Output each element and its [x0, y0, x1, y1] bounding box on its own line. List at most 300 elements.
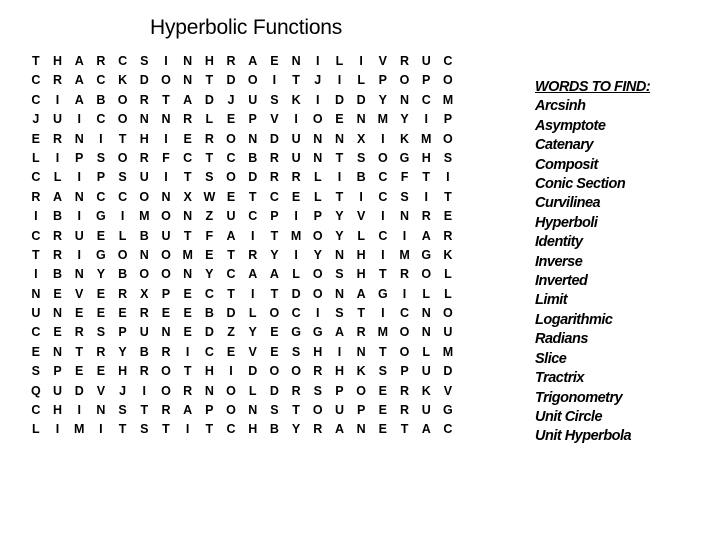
grid-letter: L [53, 170, 62, 185]
grid-letter: P [443, 112, 453, 127]
grid-letter: O [269, 306, 280, 321]
grid-letter: S [335, 267, 344, 282]
grid-row [25, 168, 459, 187]
grid-letter: A [74, 92, 84, 107]
grid-letter: Y [96, 267, 106, 282]
grid-letter: I [99, 131, 103, 146]
grid-letter: C [248, 209, 258, 224]
grid-letter: S [270, 92, 279, 107]
grid-row [25, 343, 459, 362]
grid-letter: R [400, 383, 410, 398]
grid-letter: U [421, 364, 431, 379]
grid-letter: I [359, 189, 363, 204]
grid-letter: C [226, 422, 236, 437]
grid-letter: N [421, 306, 431, 321]
grid-letter: E [183, 286, 192, 301]
grid-letter: E [75, 306, 84, 321]
grid-letter: U [161, 228, 171, 243]
grid-letter: L [248, 383, 257, 398]
grid-letter: B [139, 344, 149, 359]
grid-row [25, 246, 459, 265]
grid-letter: N [161, 112, 171, 127]
grid-letter: L [205, 112, 214, 127]
grid-letter: S [313, 383, 322, 398]
grid-letter: C [443, 422, 453, 437]
grid-letter: M [182, 247, 193, 262]
grid-letter: C [31, 170, 41, 185]
word-list-item: Catenary [535, 137, 594, 154]
grid-row [25, 130, 459, 149]
grid-letter: T [270, 228, 279, 243]
grid-letter: V [356, 209, 366, 224]
grid-letter: I [250, 228, 255, 243]
grid-row [25, 227, 459, 246]
word-list-item: Inverted [535, 273, 588, 290]
grid-letter: N [74, 131, 84, 146]
grid-letter: C [443, 54, 453, 68]
grid-letter: P [356, 403, 366, 418]
grid-letter: O [161, 247, 171, 262]
grid-letter: H [118, 364, 128, 379]
grid-letter: R [291, 170, 301, 185]
grid-letter: S [443, 150, 453, 165]
grid-letter: Y [291, 422, 301, 437]
grid-letter: I [77, 112, 81, 127]
grid-letter: U [139, 325, 149, 340]
grid-letter: I [34, 267, 38, 282]
grid-letter: E [96, 364, 106, 379]
grid-letter: C [378, 170, 388, 185]
grid-letter: O [399, 325, 410, 340]
grid-letter: M [421, 131, 432, 146]
grid-letter: O [226, 383, 236, 398]
grid-letter: N [356, 344, 366, 359]
grid-letter: H [421, 150, 431, 165]
word-list-item: Radians [535, 331, 588, 348]
grid-letter: P [313, 209, 322, 224]
grid-letter: P [335, 383, 344, 398]
grid-letter: I [77, 170, 81, 185]
word-list-item: Logarithmic [535, 311, 613, 328]
grid-letter: L [313, 170, 322, 185]
grid-letter: V [96, 383, 106, 398]
grid-letter: O [443, 306, 453, 321]
grid-letter: D [248, 170, 258, 185]
grid-letter: H [204, 54, 214, 68]
grid-letter: H [53, 54, 63, 68]
grid-letter: C [31, 325, 41, 340]
grid-letter: R [356, 325, 366, 340]
grid-letter: S [31, 364, 41, 379]
grid-letter: P [270, 209, 279, 224]
grid-letter: M [399, 247, 410, 262]
grid-letter: C [378, 189, 388, 204]
grid-row [25, 401, 459, 420]
grid-letter: K [400, 131, 410, 146]
grid-letter: R [226, 54, 236, 68]
page-title: Hyperbolic Functions [150, 16, 343, 39]
grid-letter: E [291, 189, 301, 204]
grid-letter: C [31, 403, 41, 418]
grid-letter: U [291, 150, 301, 165]
grid-letter: N [248, 131, 258, 146]
grid-letter: O [117, 92, 128, 107]
grid-letter: R [139, 306, 149, 321]
grid-letter: C [183, 150, 193, 165]
grid-letter: P [248, 112, 257, 127]
grid-letter: L [422, 344, 431, 359]
grid-letter: O [161, 383, 171, 398]
grid-letter: I [55, 422, 60, 437]
grid-letter: N [204, 383, 214, 398]
grid-letter: Q [30, 383, 41, 398]
grid-letter: A [356, 286, 366, 301]
grid-letter: E [270, 325, 279, 340]
grid-letter: H [334, 364, 344, 379]
grid-letter: Y [335, 228, 344, 243]
grid-letter: J [119, 383, 127, 398]
grid-letter: N [400, 209, 410, 224]
grid-letter: I [402, 286, 407, 301]
grid-letter: P [161, 286, 171, 301]
grid-letter: U [443, 325, 453, 340]
grid-letter: O [312, 267, 323, 282]
grid-letter: N [334, 247, 344, 262]
grid-letter: E [96, 228, 106, 243]
grid-letter: F [162, 150, 170, 165]
grid-letter: I [337, 73, 342, 88]
grid-row [25, 110, 459, 129]
grid-letter: R [53, 247, 63, 262]
grid-letter: I [250, 286, 255, 301]
grid-letter: O [117, 247, 128, 262]
grid-letter: I [294, 247, 298, 262]
grid-letter: M [377, 112, 389, 127]
grid-letter: P [378, 73, 388, 88]
grid-letter: R [53, 131, 63, 146]
grid-letter: A [248, 267, 258, 282]
grid-letter: E [335, 112, 344, 127]
grid-letter: T [400, 422, 409, 437]
grid-letter: E [378, 403, 388, 418]
grid-letter: R [53, 228, 63, 243]
grid-letter: D [334, 92, 344, 107]
word-list-item: Curvilinea [535, 195, 601, 212]
grid-letter: U [226, 209, 236, 224]
grid-letter: T [205, 73, 214, 88]
grid-letter: S [356, 150, 366, 165]
grid-letter: R [183, 383, 193, 398]
grid-letter: A [74, 54, 84, 68]
grid-letter: C [96, 189, 106, 204]
grid-letter: K [443, 247, 453, 262]
grid-letter: A [421, 422, 431, 437]
grid-row [25, 91, 459, 110]
grid-letter: L [422, 286, 431, 301]
grid-letter: I [142, 383, 147, 398]
grid-letter: N [53, 306, 63, 321]
grid-row [25, 71, 459, 90]
grid-letter: I [316, 54, 320, 68]
grid-letter: Y [378, 92, 388, 107]
grid-letter: C [31, 228, 41, 243]
grid-letter: J [32, 112, 40, 127]
grid-letter: T [32, 54, 40, 68]
grid-letter: R [400, 403, 410, 418]
grid-letter: N [31, 286, 41, 301]
grid-letter: A [269, 267, 279, 282]
grid-letter: P [205, 403, 214, 418]
grid-letter: E [118, 306, 127, 321]
grid-letter: C [31, 92, 41, 107]
grid-letter: V [75, 286, 84, 301]
grid-letter: R [248, 247, 258, 262]
grid-letter: N [183, 267, 193, 282]
grid-row [25, 188, 459, 207]
grid-row [25, 149, 459, 168]
grid-letter: T [32, 247, 40, 262]
grid-letter: D [356, 92, 366, 107]
grid-letter: H [204, 364, 214, 379]
grid-letter: R [139, 92, 149, 107]
grid-letter: O [117, 112, 128, 127]
grid-letter: O [226, 403, 236, 418]
grid-letter: S [96, 325, 106, 340]
grid-row [25, 304, 459, 323]
grid-letter: T [75, 344, 84, 359]
grid-row [25, 420, 459, 439]
grid-letter: K [118, 73, 128, 88]
grid-letter: S [96, 150, 106, 165]
grid-letter: B [269, 422, 279, 437]
grid-letter: U [421, 403, 431, 418]
grid-letter: K [291, 92, 301, 107]
grid-row [25, 207, 459, 226]
grid-letter: G [96, 247, 106, 262]
grid-letter: N [334, 286, 344, 301]
grid-letter: N [248, 403, 258, 418]
grid-letter: L [118, 228, 127, 243]
grid-letter: T [292, 403, 300, 418]
grid-letter: N [334, 131, 344, 146]
grid-letter: J [314, 73, 322, 88]
grid-letter: I [77, 209, 81, 224]
grid-letter: N [161, 325, 171, 340]
word-list-item: Identity [535, 234, 583, 251]
grid-letter: I [337, 344, 342, 359]
grid-letter: E [270, 344, 279, 359]
grid-letter: L [32, 422, 40, 437]
word-list-item: Unit Circle [535, 408, 603, 425]
grid-letter: O [377, 150, 388, 165]
grid-letter: G [443, 403, 453, 418]
grid-letter: V [443, 383, 453, 398]
grid-letter: U [31, 306, 41, 321]
grid-letter: S [270, 403, 279, 418]
grid-letter: N [161, 189, 171, 204]
grid-letter: S [400, 189, 409, 204]
grid-letter: B [356, 170, 366, 185]
grid-letter: G [399, 150, 410, 165]
grid-letter: O [443, 131, 453, 146]
grid-letter: N [53, 344, 63, 359]
grid-letter: R [96, 54, 106, 68]
word-list-item: Slice [535, 350, 567, 367]
grid-letter: I [381, 209, 385, 224]
grid-letter: B [118, 267, 128, 282]
word-list-item: Tractrix [535, 370, 584, 387]
grid-letter: R [31, 189, 41, 204]
grid-letter: I [34, 209, 38, 224]
grid-letter: U [139, 170, 149, 185]
grid-letter: T [183, 170, 192, 185]
grid-letter: N [183, 209, 193, 224]
grid-letter: S [335, 306, 344, 321]
grid-letter: D [269, 383, 279, 398]
grid-letter: Y [270, 247, 279, 262]
grid-letter: Y [313, 247, 322, 262]
grid-letter: I [55, 92, 60, 107]
grid-letter: P [422, 73, 431, 88]
grid-letter: T [335, 189, 344, 204]
grid-letter: G [291, 325, 301, 340]
grid-letter: O [269, 364, 280, 379]
grid-letter: P [400, 364, 409, 379]
grid-letter: T [379, 344, 387, 359]
grid-letter: S [291, 344, 301, 359]
grid-letter: B [53, 267, 63, 282]
grid-letter: O [139, 267, 150, 282]
grid-letter: E [183, 325, 192, 340]
grid-row [25, 382, 459, 401]
grid-letter: O [399, 73, 410, 88]
grid-letter: N [74, 267, 84, 282]
grid-letter: R [161, 344, 171, 359]
grid-letter: E [53, 325, 62, 340]
grid-letter: M [139, 209, 150, 224]
grid-row [25, 52, 459, 71]
grid-letter: M [442, 344, 454, 359]
grid-letter: T [422, 170, 431, 185]
grid-letter: Y [118, 344, 127, 359]
grid-letter: S [140, 54, 149, 68]
grid-letter: T [227, 286, 235, 301]
grid-letter: H [139, 131, 149, 146]
grid-letter: D [204, 325, 214, 340]
grid-letter: E [226, 112, 236, 127]
grid-letter: M [442, 92, 454, 107]
grid-letter: O [226, 131, 236, 146]
grid-letter: I [337, 170, 342, 185]
grid-letter: I [381, 131, 385, 146]
grid-letter: G [312, 325, 323, 340]
grid-letter: H [248, 422, 258, 437]
grid-letter: N [291, 54, 301, 68]
grid-letter: T [162, 422, 170, 437]
grid-letter: I [229, 364, 233, 379]
grid-letter: N [313, 150, 323, 165]
grid-letter: F [205, 228, 214, 243]
grid-letter: D [139, 73, 149, 88]
grid-letter: L [335, 54, 344, 68]
grid-letter: D [74, 383, 84, 398]
grid-letter: D [443, 364, 453, 379]
grid-letter: N [356, 422, 366, 437]
grid-letter: I [359, 54, 363, 68]
grid-letter: R [74, 325, 84, 340]
grid-letter: C [204, 344, 214, 359]
word-list-item: Unit Hyperbola [535, 428, 632, 445]
grid-row [25, 265, 459, 284]
grid-letter: I [99, 422, 103, 437]
word-list-item: Composit [535, 156, 598, 173]
grid-letter: U [421, 54, 431, 68]
grid-letter: A [183, 403, 193, 418]
grid-letter: I [164, 54, 168, 68]
word-list-item: Inverse [535, 253, 583, 270]
grid-letter: T [183, 228, 192, 243]
grid-letter: G [96, 209, 106, 224]
word-list-items [535, 97, 650, 446]
grid-letter: R [291, 383, 301, 398]
grid-letter: R [53, 73, 63, 88]
grid-letter: S [140, 422, 149, 437]
grid-letter: D [204, 92, 214, 107]
grid-letter: N [421, 325, 431, 340]
grid-letter: E [443, 209, 453, 224]
grid-letter: I [77, 403, 81, 418]
grid-letter: T [292, 73, 300, 88]
grid-letter: M [377, 325, 389, 340]
grid-letter: E [378, 383, 388, 398]
grid-letter: R [313, 364, 323, 379]
grid-letter: I [316, 306, 320, 321]
grid-letter: R [443, 228, 453, 243]
grid-letter: L [444, 286, 452, 301]
grid-letter: N [74, 189, 84, 204]
grid-letter: N [400, 92, 410, 107]
grid-letter: O [226, 170, 236, 185]
grid-letter: O [312, 286, 323, 301]
grid-letter: B [204, 306, 214, 321]
grid-letter: A [74, 73, 84, 88]
grid-letter: E [96, 286, 106, 301]
grid-letter: U [248, 92, 258, 107]
grid-letter: V [378, 54, 388, 68]
grid-letter: E [226, 189, 236, 204]
grid-letter: G [377, 286, 388, 301]
grid-letter: C [378, 228, 388, 243]
grid-letter: I [77, 247, 81, 262]
grid-letter: U [74, 228, 84, 243]
grid-letter: Y [400, 112, 409, 127]
grid-letter: F [400, 170, 409, 185]
grid-letter: O [291, 364, 301, 379]
grid-letter: B [139, 228, 149, 243]
grid-letter: D [291, 286, 301, 301]
grid-letter: O [421, 267, 432, 282]
grid-letter: X [140, 286, 149, 301]
grid-letter: R [400, 267, 410, 282]
grid-letter: R [269, 170, 279, 185]
grid-letter: R [96, 344, 106, 359]
grid-letter: O [356, 383, 367, 398]
grid-letter: N [313, 131, 323, 146]
grid-letter: E [226, 344, 236, 359]
grid-letter: A [226, 228, 236, 243]
grid-letter: P [96, 170, 106, 185]
word-list-heading: WORDS TO FIND: [535, 79, 651, 95]
